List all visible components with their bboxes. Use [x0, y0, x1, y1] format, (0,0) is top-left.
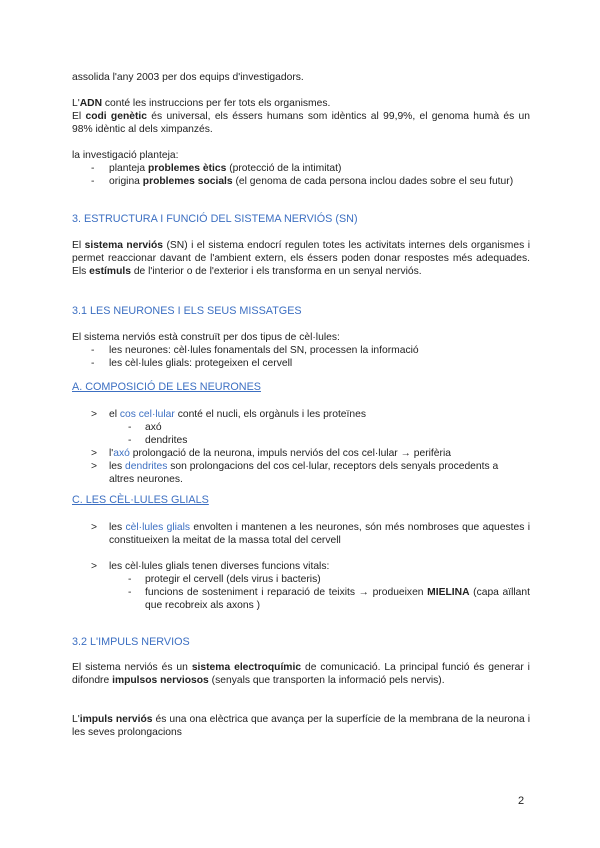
sub-list-item: axó: [145, 422, 162, 433]
sub-list-item: dendrites: [145, 435, 188, 446]
list-dash: -: [91, 358, 95, 369]
section-a-heading: A. COMPOSICIÓ DE LES NEURONES: [72, 381, 261, 393]
list-item: les dendrites son prolongacions del cos cel·lular, receptors dels senyals procedents a altres neurones.: [109, 461, 499, 485]
intro-line: assolida l'any 2003 per dos equips d'investigadors.: [72, 72, 304, 83]
page-number: 2: [518, 795, 525, 807]
sub-list-item: funcions de sosteniment i reparació de teixits → produeixen MIELINA (capa aïllant que recobreix als axons ): [145, 587, 530, 611]
list-item: les cèl·lules glials tenen diverses funcions vitals:: [109, 561, 330, 572]
section-3-1-intro: El sistema nerviós està construït per dos tipus de cèl·lules:: [72, 332, 340, 343]
section-3-2-paragraph-1: El sistema nerviós és un sistema electroquímic de comunicació. La principal funció és generar i difondre impulsos nerviosos (senyals que transporten la informació pels nervis).: [72, 662, 530, 686]
section-3-1-heading: 3.1 LES NEURONES I ELS SEUS MISSATGES: [72, 305, 302, 317]
list-dash: -: [91, 176, 95, 187]
section-3-2-paragraph-2: L'impuls nerviós és una ona elèctrica que avança per la superfície de la membrana de la neurona i les seves prolongacions: [72, 714, 530, 738]
list-item: el cos cel·lular conté el nucli, els orgànuls i les proteïnes: [109, 409, 366, 420]
list-dash: -: [128, 574, 132, 585]
list-dash: -: [91, 163, 95, 174]
sub-list-item: protegir el cervell (dels virus i bacteris): [145, 574, 321, 585]
list-dash: -: [128, 422, 132, 433]
adn-paragraph: L'ADN conté les instruccions per fer tots els organismes.: [72, 98, 331, 109]
list-dash: -: [128, 587, 132, 598]
section-3-heading: 3. ESTRUCTURA I FUNCIÓ DEL SISTEMA NERVIÓS (SN): [72, 213, 358, 225]
list-item: origina problemes socials (el genoma de cada persona inclou dades sobre el seu futur): [109, 176, 514, 187]
list-bullet: >: [91, 522, 98, 533]
list-item: l'axó prolongació de la neurona, impuls nerviós del cos cel·lular → perifèria: [109, 448, 451, 459]
codi-genetic-paragraph: El codi genètic és universal, els éssers humans som idèntics al 99,9%, el genoma humà és un 98% idèntic al dels ximpanzés.: [72, 111, 530, 135]
section-3-2-heading: 3.2 L'IMPULS NERVIOS: [72, 636, 190, 648]
list-item: les cèl·lules glials: protegeixen el cervell: [109, 358, 293, 369]
list-bullet: >: [91, 461, 98, 472]
list-dash: -: [91, 345, 95, 356]
list-item: planteja problemes ètics (protecció de la intimitat): [109, 163, 342, 174]
list-bullet: >: [91, 409, 98, 420]
list-item: les cèl·lules glials envolten i mantenen a les neurones, són més nombroses que aquestes i constitueixen la meitat de la massa total del cervell: [109, 522, 530, 546]
list-bullet: >: [91, 448, 98, 459]
section-3-paragraph: El sistema nerviós (SN) i el sistema endocrí regulen totes les activitats internes dels organismes i permet reaccionar davant de l'ambient extern, els éssers poden donar respostes més adequades. Els estímuls de l'interior o de l'exterior i els transforma en un senyal nerviós.: [72, 240, 530, 277]
list-item: les neurones: cèl·lules fonamentals del SN, processen la informació: [109, 345, 419, 356]
section-c-heading: C. LES CÈL·LULES GLIALS: [72, 494, 209, 506]
list-bullet: >: [91, 561, 98, 572]
investigacio-heading: la investigació planteja:: [72, 150, 179, 161]
list-dash: -: [128, 435, 132, 446]
